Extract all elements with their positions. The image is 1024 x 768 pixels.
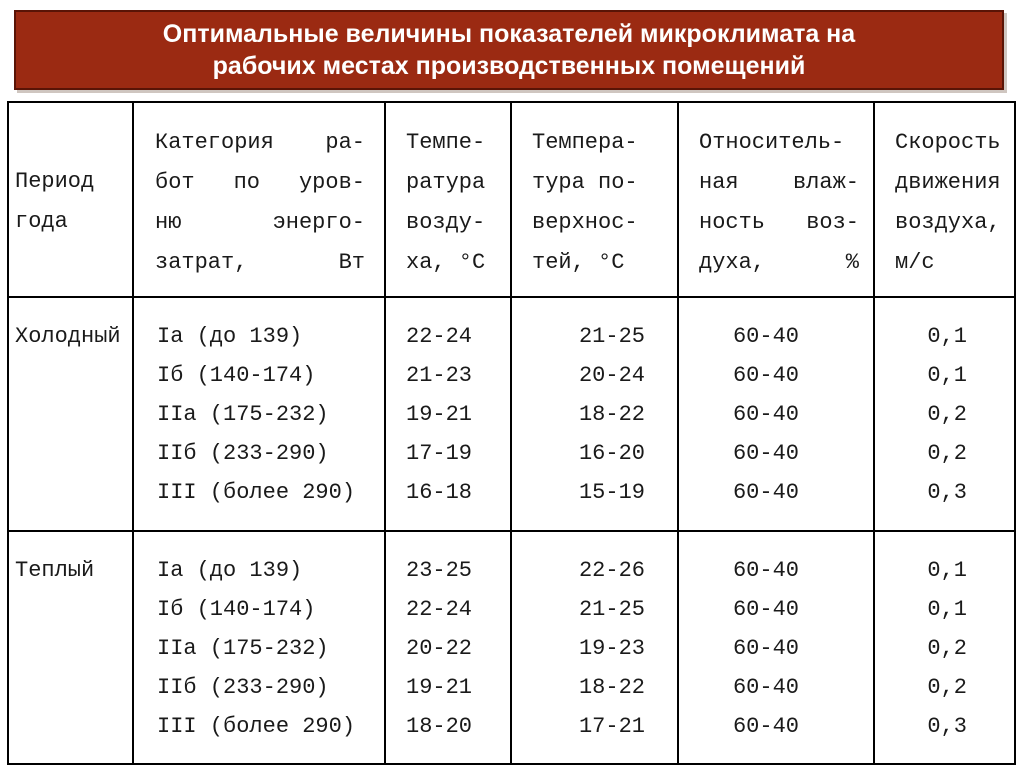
table-cell: 60-40: [732, 441, 799, 466]
air-temp-column-warm: [406, 551, 506, 746]
table-cell: 19-21: [406, 402, 473, 427]
table-cell: 16-18: [406, 480, 473, 505]
table-cell: 21-25: [578, 324, 645, 349]
table-cell: 15-19: [578, 480, 645, 505]
table-cell: 21-23: [406, 363, 473, 388]
table-cell: 0,2: [927, 402, 967, 427]
column-divider: [384, 103, 386, 763]
table-cell: 0,1: [927, 324, 967, 349]
table-cell: 22-24: [406, 597, 473, 622]
table-cell: IIа (175-232): [157, 636, 329, 661]
table-cell: III (более 290): [157, 714, 356, 739]
category-column-warm: [157, 551, 382, 746]
table-cell: 19-23: [578, 636, 645, 661]
table-cell: 17-21: [578, 714, 645, 739]
table-cell: IIб (233-290): [157, 441, 329, 466]
table-cell: 18-20: [406, 714, 473, 739]
period-cold: Холодный: [15, 324, 121, 349]
table-cell: 20-22: [406, 636, 473, 661]
title-line-1: Оптимальные величины показателей микроклимата на: [162, 20, 856, 48]
section-divider: [9, 530, 1014, 532]
microclimate-table: [7, 101, 1016, 765]
table-cell: 0,1: [927, 558, 967, 583]
humidity-column-cold: [679, 317, 799, 512]
table-cell: 0,2: [927, 441, 967, 466]
table-cell: 22-26: [578, 558, 645, 583]
table-cell: 16-20: [578, 441, 645, 466]
surface-temp-column-cold: [512, 317, 645, 512]
table-cell: 18-22: [578, 675, 645, 700]
title-line-2: рабочих местах производственных помещений: [212, 52, 806, 80]
header-air-temperature: Темпе- ратура возду- ха, °С: [406, 130, 486, 275]
title-banner: [14, 10, 1004, 90]
table-cell: 21-25: [578, 597, 645, 622]
table-cell: 22-24: [406, 324, 473, 349]
header-air-speed: Скорость движения воздуха, м/с: [895, 130, 1001, 275]
air-temp-column-cold: [406, 317, 506, 512]
period-warm: Теплый: [15, 558, 95, 583]
table-cell: Iб (140-174): [157, 597, 316, 622]
table-cell: 60-40: [732, 675, 799, 700]
header-surface-temperature: Темпера- тура по- верхнос- тей, °С: [532, 130, 638, 275]
air-speed-column-cold: [875, 317, 967, 512]
table-cell: 19-21: [406, 675, 473, 700]
header-relative-humidity: Относитель- ная влаж- ность воз- духа, %: [699, 130, 859, 275]
table-cell: IIб (233-290): [157, 675, 329, 700]
column-divider: [132, 103, 134, 763]
table-cell: Iа (до 139): [157, 324, 303, 349]
table-cell: 17-19: [406, 441, 473, 466]
table-cell: 60-40: [732, 636, 799, 661]
surface-temp-column-warm: [512, 551, 645, 746]
table-cell: 0,1: [927, 597, 967, 622]
table-cell: 0,2: [927, 675, 967, 700]
table-cell: 0,1: [927, 363, 967, 388]
table-cell: 18-22: [578, 402, 645, 427]
header-divider: [9, 296, 1014, 298]
table-cell: 60-40: [732, 480, 799, 505]
table-cell: Iб (140-174): [157, 363, 316, 388]
table-cell: 60-40: [732, 714, 799, 739]
table-cell: 60-40: [732, 324, 799, 349]
air-speed-column-warm: [875, 551, 967, 746]
table-cell: 60-40: [732, 597, 799, 622]
category-column-cold: [157, 317, 382, 512]
table-cell: 60-40: [732, 363, 799, 388]
table-cell: 60-40: [732, 402, 799, 427]
table-cell: 0,3: [927, 480, 967, 505]
table-cell: III (более 290): [157, 480, 356, 505]
table-cell: 20-24: [578, 363, 645, 388]
table-cell: 23-25: [406, 558, 473, 583]
header-category: Категория ра- бот по уров- ню энерго- затрат, Вт: [155, 130, 365, 275]
humidity-column-warm: [679, 551, 799, 746]
table-cell: Iа (до 139): [157, 558, 303, 583]
table-cell: 60-40: [732, 558, 799, 583]
table-cell: 0,2: [927, 636, 967, 661]
table-cell: IIа (175-232): [157, 402, 329, 427]
table-cell: 0,3: [927, 714, 967, 739]
header-period: Период года: [15, 169, 95, 234]
